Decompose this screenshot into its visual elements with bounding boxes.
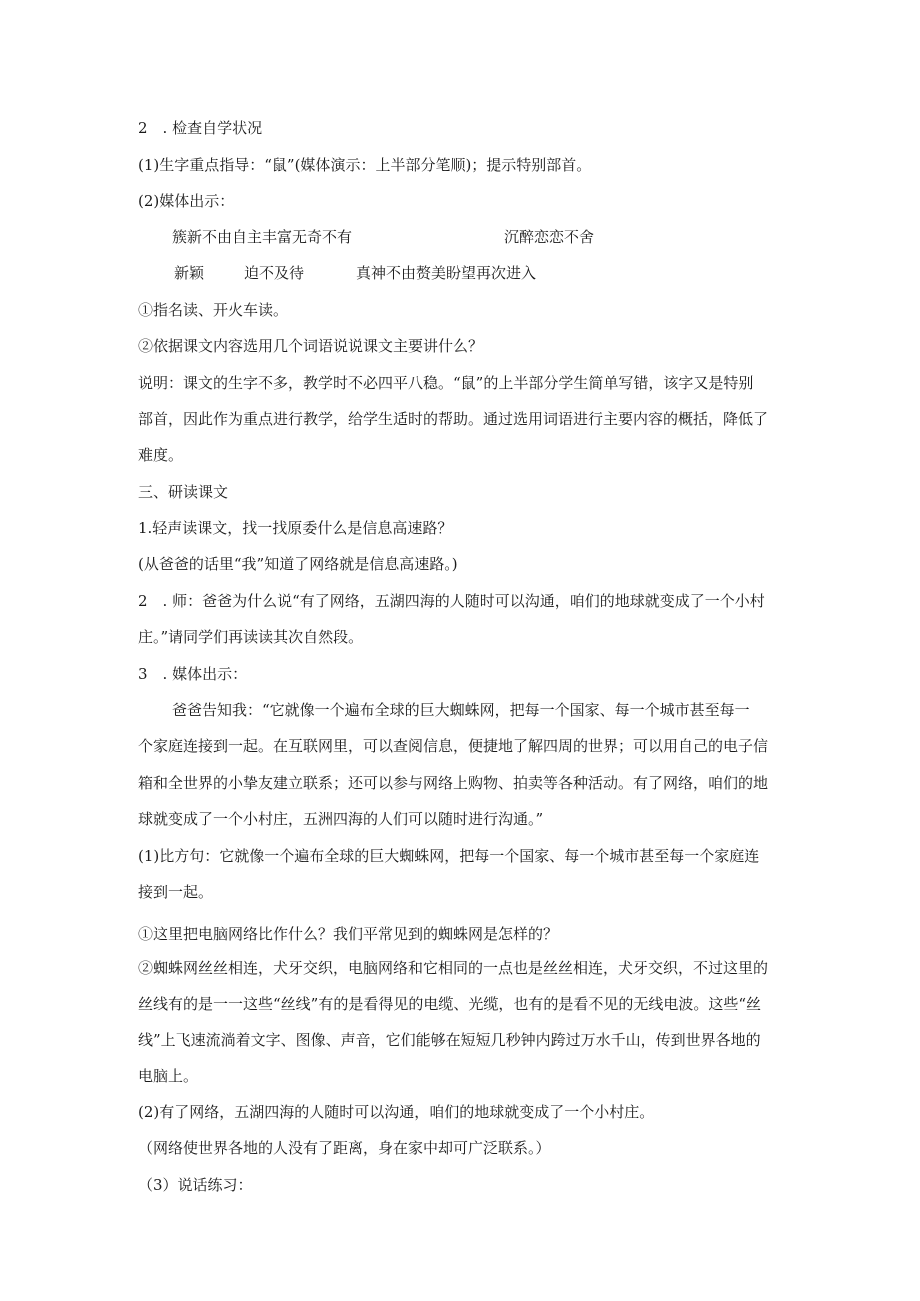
text-line: 电脑上。 [138, 1067, 199, 1085]
text-line: 线”上飞速流淌着文字、图像、声音，它们能够在短短几秒钟内跨过万水千山，传到世界各地的 [138, 1031, 761, 1049]
text-line: (从爸爸的话里“我”知道了网络就是信息高速路。) [138, 555, 458, 573]
text-line: (1)生字重点指导：“鼠”(媒体演示：上半部分笔顺)；提示特别部首。 [138, 156, 592, 174]
text-line: 2 . 师：爸爸为什么说“有了网络，五湖四海的人随时可以沟通，咱们的地球就变成了一个小村 [138, 592, 765, 610]
text-line: 部首，因此作为重点进行教学，给学生适时的帮助。通过选用词语进行主要内容的概括，降低了 [138, 410, 769, 428]
text-line: 接到一起。 [138, 883, 214, 901]
text-line: 说明：课文的生字不多，教学时不必四平八稳。“鼠”的上半部分学生简单写错，该字又是特别 [138, 374, 754, 392]
text-line: (2)媒体出示： [138, 192, 235, 210]
text-line: 丝线有的是一一这些“丝线”有的是看得见的电缆、光缆，也有的是看不见的无线电波。这些“丝 [138, 995, 762, 1013]
text-line: 难度。 [138, 446, 184, 464]
text-line: ②蜘蛛网丝丝相连，犬牙交织，电脑网络和它相同的一点也是丝丝相连，犬牙交织，不过这里的 [138, 959, 769, 977]
text-line: ①这里把电脑网络比作什么？我们平常见到的蜘蛛网是怎样的？ [138, 925, 559, 943]
text-line: 庄。”请同学们再读读其次自然段。 [138, 628, 364, 646]
vocab-line: 簇新不由自主丰富无奇不有 [172, 228, 353, 246]
quote-line: 球就变成了一个小村庄，五洲四海的人们可以随时进行沟通。” [138, 810, 544, 828]
vocab-line: 迫不及待 [244, 264, 305, 282]
quote-line: 个家庭连接到一起。在互联网里，可以查阅信息，便捷地了解四周的世界；可以用自己的电子信 [138, 737, 769, 755]
text-line: (2)有了网络，五湖四海的人随时可以沟通，咱们的地球就变成了一个小村庄。 [138, 1103, 655, 1121]
section-heading-study: 三、研读课文 [138, 483, 229, 501]
quote-line: 箱和全世界的小挚友建立联系；还可以参与网络上购物、拍卖等各种活动。有了网络，咱们的地 [138, 774, 769, 792]
quote-line: 爸爸告知我：“它就像一个遍布全球的巨大蜘蛛网，把每一个国家、每一个城市甚至每一 [172, 701, 750, 719]
text-line: ①指名读、开火车读。 [138, 301, 289, 319]
section-heading-check: 2 . 检查自学状况 [138, 119, 263, 137]
text-line: （3）说话练习： [138, 1176, 253, 1194]
text-line: （网络使世界各地的人没有了距离，身在家中却可广泛联系。） [138, 1139, 551, 1157]
text-line: 3 . 媒体出示： [138, 665, 248, 683]
text-line: ②依据课文内容选用几个词语说说课文主要讲什么？ [138, 337, 484, 355]
text-line: 1.轻声读课文，找一找原委什么是信息高速路？ [138, 519, 453, 537]
vocab-line: 沉醉恋恋不舍 [504, 228, 595, 246]
vocab-line: 真神不由赘美盼望再次进入 [356, 264, 537, 282]
text-line: (1)比方句：它就像一个遍布全球的巨大蜘蛛网，把每一个国家、每一个城市甚至每一个家庭连 [138, 847, 760, 865]
vocab-line: 新颖 [174, 264, 205, 282]
